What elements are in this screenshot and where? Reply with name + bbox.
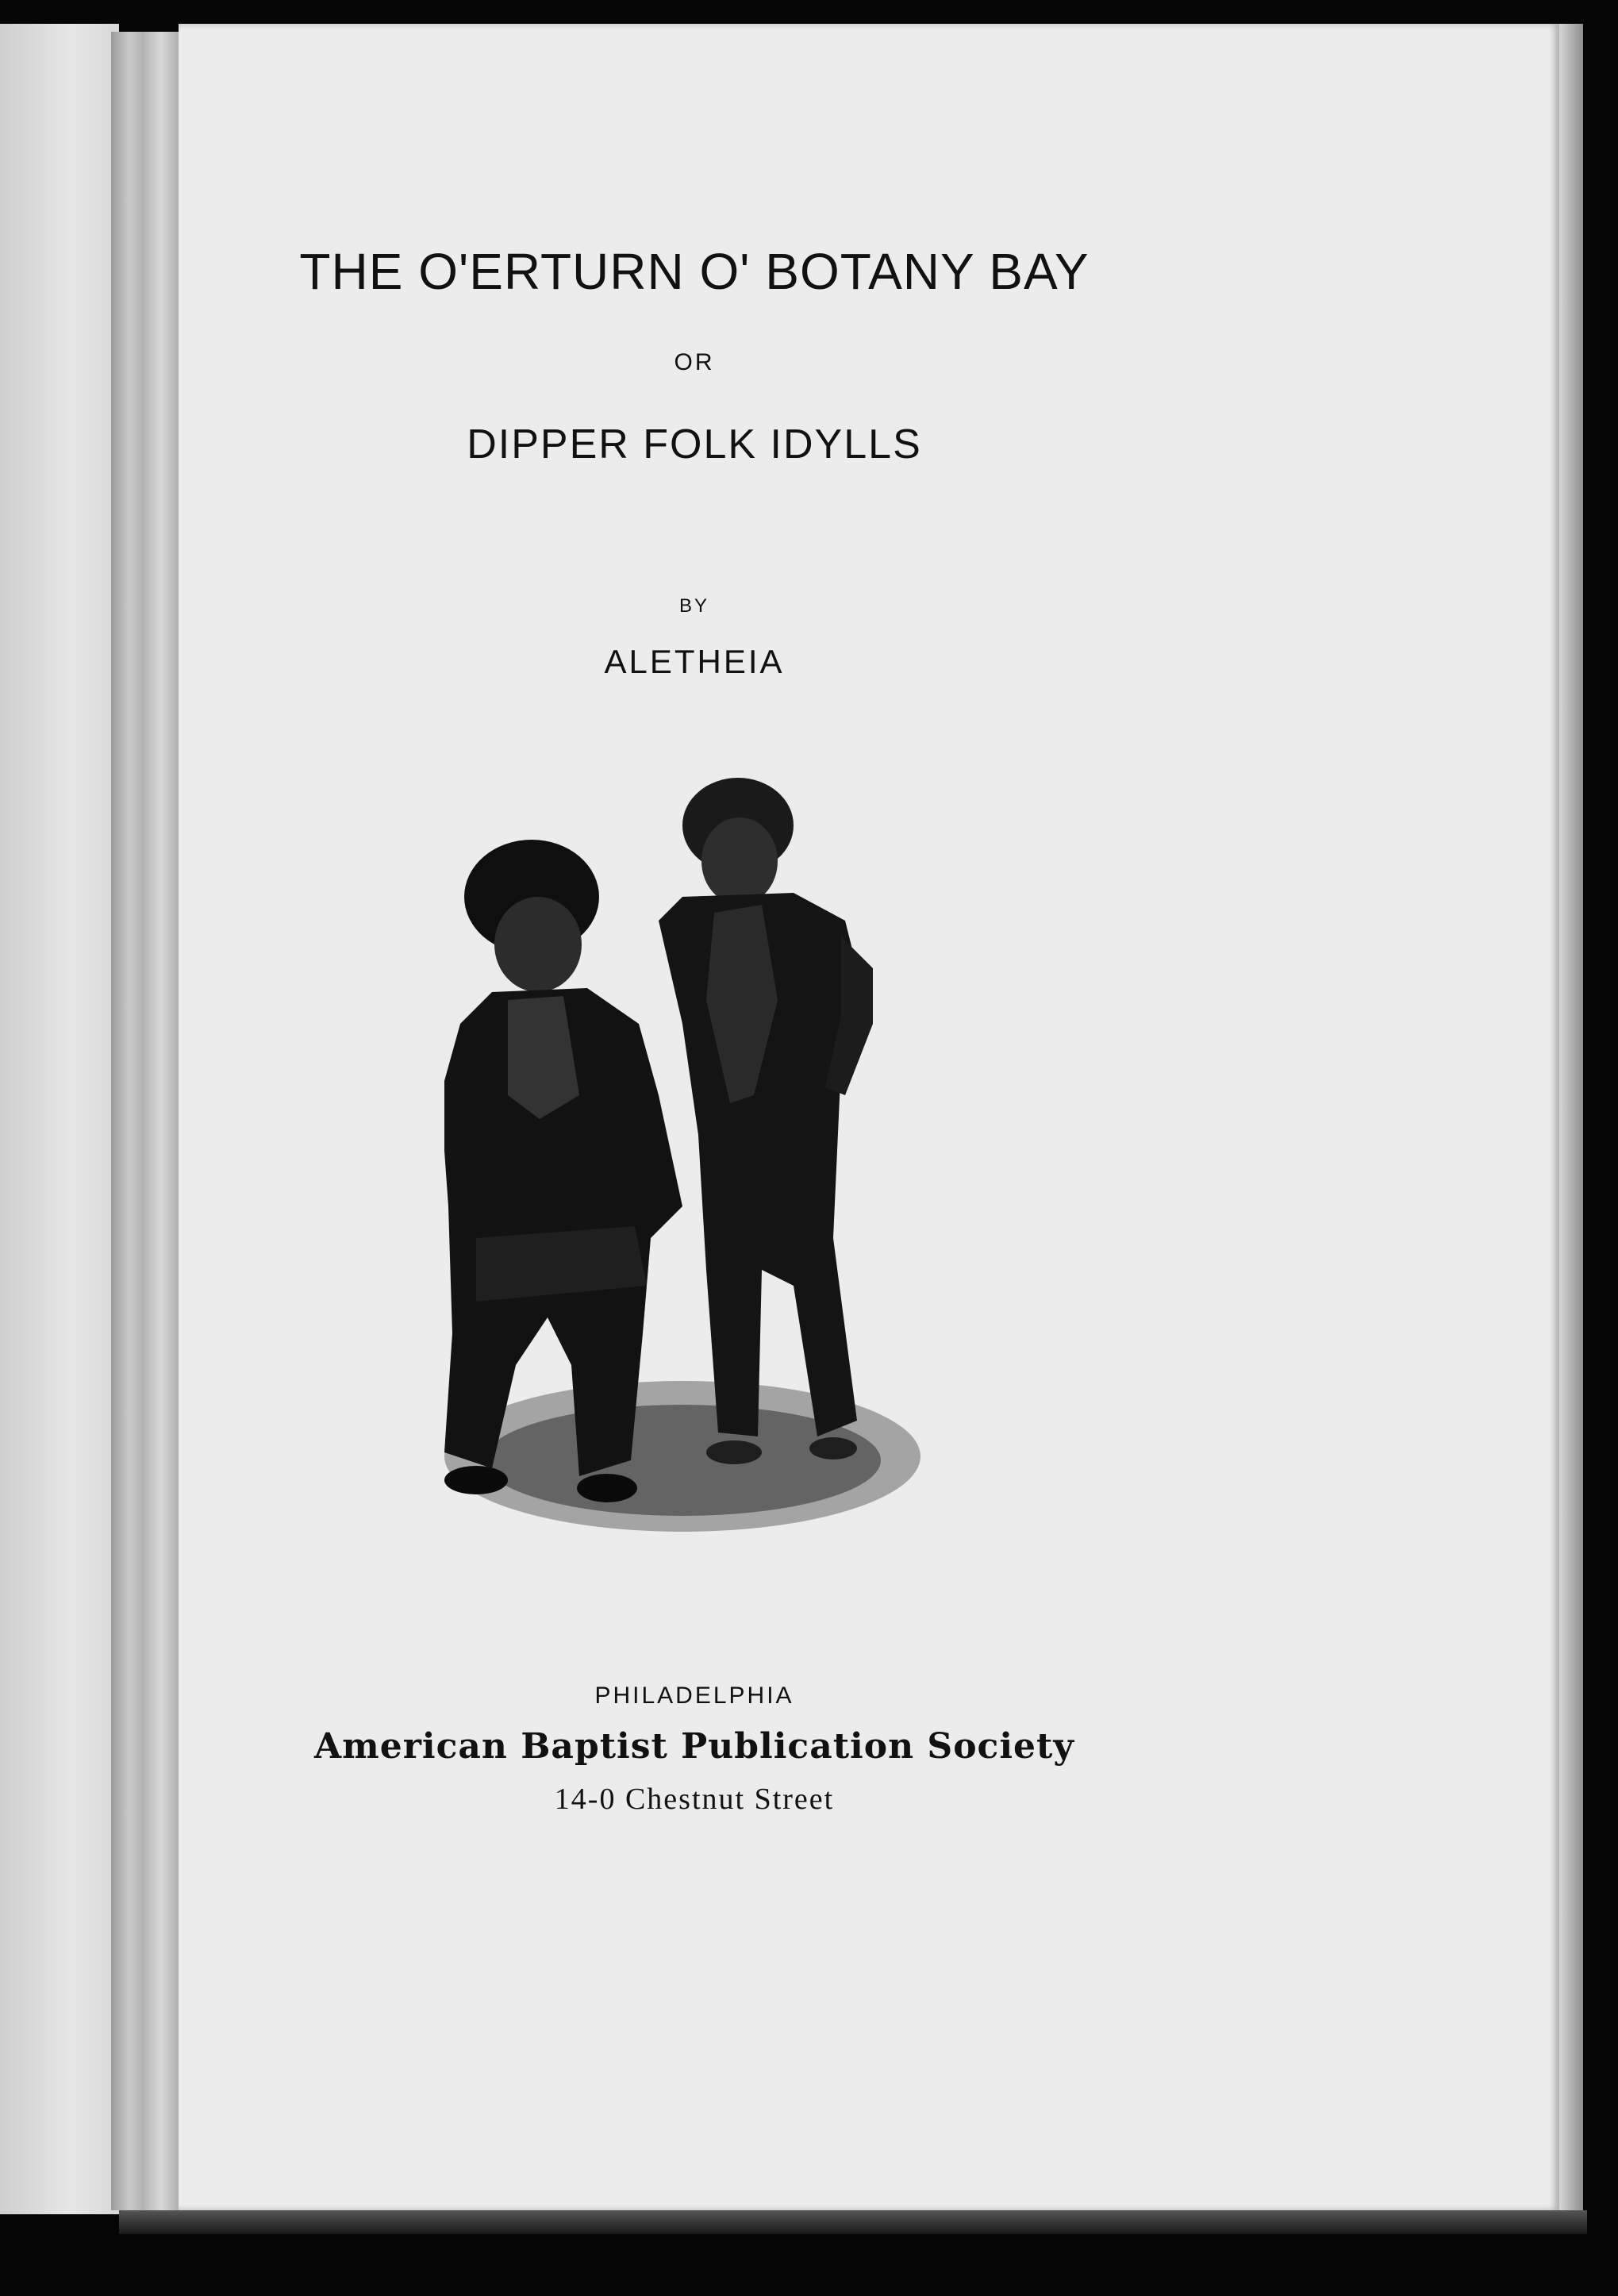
standing-boy-figure [659,778,873,1464]
imprint-address: 14-0 Chestnut Street [554,1783,835,1816]
author-name: ALETHEIA [604,643,785,680]
imprint-publisher: American Baptist Publication Society [314,1726,1074,1767]
page-bottom-edge [119,2210,1587,2234]
frontispiece-photo-two-boys [444,762,968,1548]
imprint-city: PHILADELPHIA [594,1683,794,1709]
page-right-edge [1559,24,1583,2210]
book-subtitle: DIPPER FOLK IDYLLS [467,421,922,467]
by-line: BY [678,595,709,617]
book-title: THE O'ERTURN O' BOTANY BAY [299,243,1090,300]
previous-page-edge [0,24,119,2214]
book-gutter [111,32,183,2210]
title-or-line: OR [674,349,715,375]
